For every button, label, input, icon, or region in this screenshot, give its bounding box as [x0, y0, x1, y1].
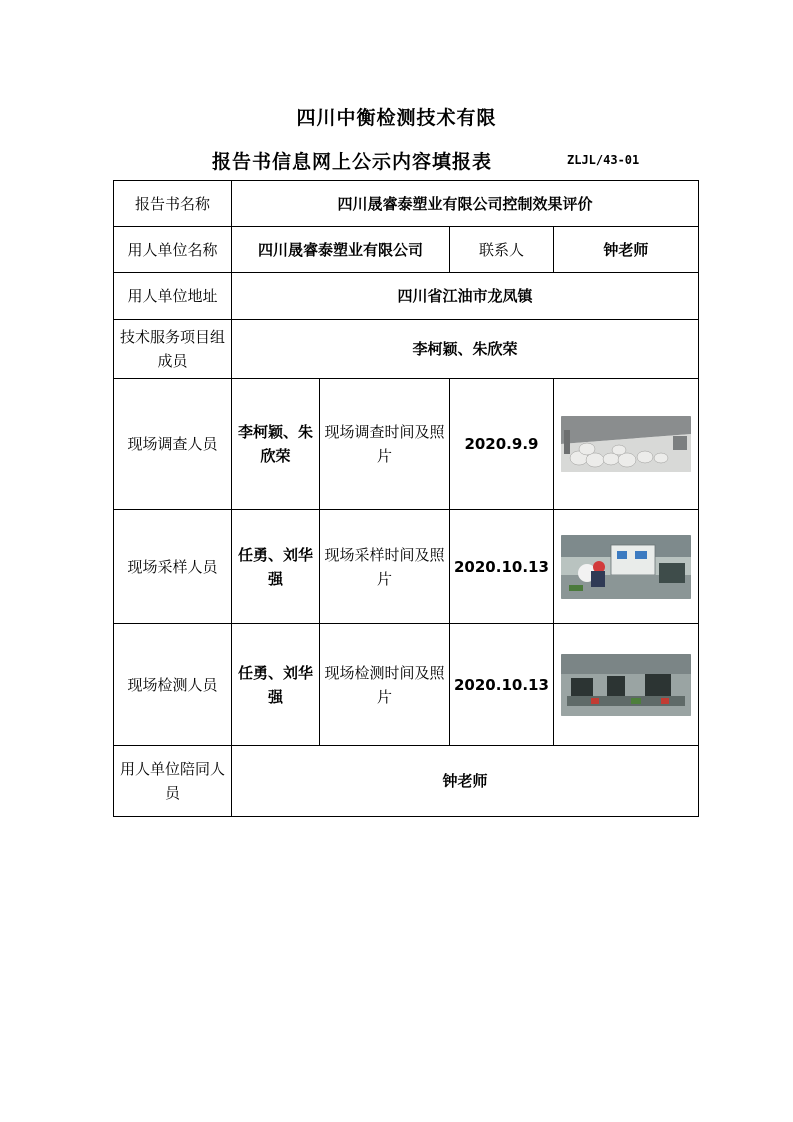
- company-title: 四川中衡检测技术有限: [296, 107, 497, 129]
- row-accompany: [114, 746, 699, 817]
- value-sampling-date: 2020.10.13: [450, 510, 554, 624]
- label-testing-time: 现场检测时间及照片: [320, 624, 450, 746]
- label-address: 用人单位地址: [114, 273, 232, 320]
- row-members: [114, 320, 699, 379]
- value-address: 四川省江油市龙凤镇: [232, 273, 699, 320]
- label-sampling-staff: 现场采样人员: [114, 510, 232, 624]
- label-accompany: 用人单位陪同人员: [114, 746, 232, 817]
- label-testing-staff: 现场检测人员: [114, 624, 232, 746]
- label-contact: 联系人: [450, 227, 554, 273]
- label-survey-time: 现场调查时间及照片: [320, 379, 450, 510]
- label-survey-staff: 现场调查人员: [114, 379, 232, 510]
- form-title: 报告书信息网上公示内容填报表: [212, 151, 493, 173]
- value-members: 李柯颖、朱欣荣: [232, 320, 699, 379]
- row-testing: [114, 624, 699, 746]
- row-employer: [114, 227, 699, 273]
- row-survey: [114, 379, 699, 510]
- value-survey-date: 2020.9.9: [450, 379, 554, 510]
- label-sampling-time: 现场采样时间及照片: [320, 510, 450, 624]
- label-report-name: 报告书名称: [114, 181, 232, 227]
- testing-photo-cell: [553, 624, 698, 746]
- warehouse-photo: [561, 416, 691, 472]
- report-info-table: [113, 180, 699, 817]
- form-code: ZLJL/43-01: [567, 153, 640, 167]
- testing-photo: [561, 654, 691, 716]
- row-sampling: [114, 510, 699, 624]
- label-employer: 用人单位名称: [114, 227, 232, 273]
- sampling-photo: [561, 535, 691, 599]
- value-accompany: 钟老师: [232, 746, 699, 817]
- value-employer: 四川晟睿泰塑业有限公司: [232, 227, 450, 273]
- label-members: 技术服务项目组成员: [114, 320, 232, 379]
- value-survey-staff: 李柯颖、朱欣荣: [232, 379, 320, 510]
- row-address: [114, 273, 699, 320]
- value-contact: 钟老师: [553, 227, 698, 273]
- survey-photo-cell: [553, 379, 698, 510]
- sampling-photo-cell: [553, 510, 698, 624]
- value-testing-staff: 任勇、刘华强: [232, 624, 320, 746]
- row-report-name: [114, 181, 699, 227]
- value-testing-date: 2020.10.13: [450, 624, 554, 746]
- value-sampling-staff: 任勇、刘华强: [232, 510, 320, 624]
- value-report-name: 四川晟睿泰塑业有限公司控制效果评价: [232, 181, 699, 227]
